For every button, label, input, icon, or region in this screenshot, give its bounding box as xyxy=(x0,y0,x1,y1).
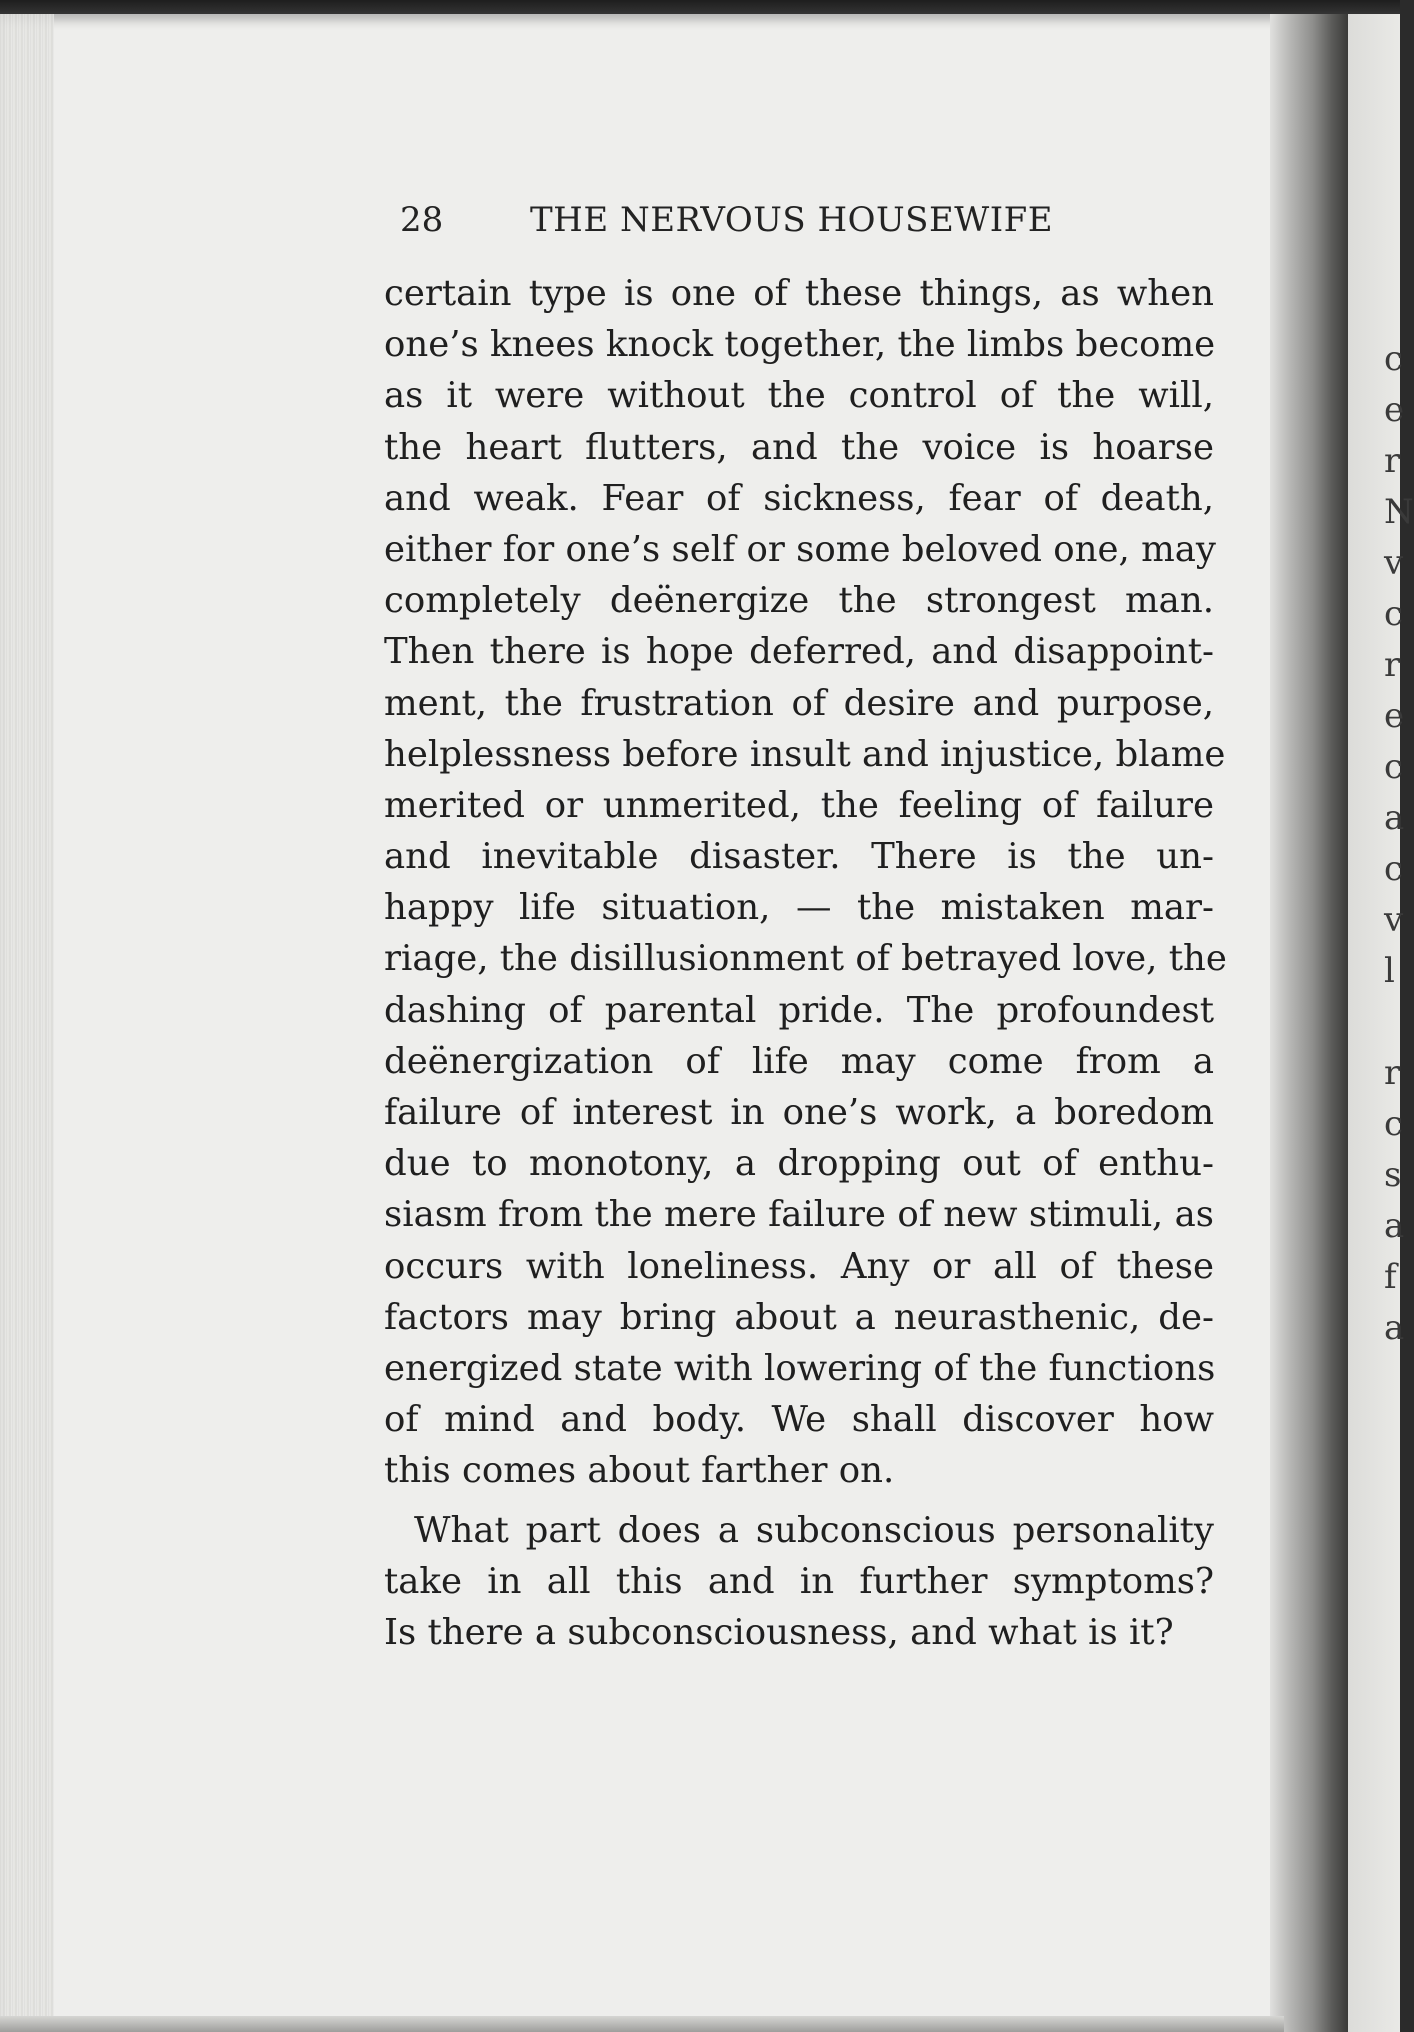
text-line: What part does a subconscious personality xyxy=(414,1509,1214,1551)
text-line: and weak. Fear of sickness, fear of death, xyxy=(384,477,1214,519)
text-line: due to monotony, a dropping out of enthu- xyxy=(384,1143,1214,1185)
next-page-letter: N xyxy=(1384,492,1414,532)
next-page-letter: c xyxy=(1384,849,1404,889)
text-line: failure of interest in one’s work, a boredom xyxy=(384,1092,1214,1133)
next-page-letter: a xyxy=(1384,1206,1405,1246)
next-page-letter: r xyxy=(1384,1053,1401,1093)
text-line: energized state with lowering of the functions xyxy=(384,1347,1216,1389)
text-line: take in all this and in further symptoms? xyxy=(384,1560,1214,1602)
text-line: riage, the disillusionment of betrayed love, the xyxy=(384,938,1227,980)
next-page-letter: v xyxy=(1384,543,1404,583)
next-page-letter: a xyxy=(1384,798,1405,838)
text-line: occurs with loneliness. Any or all of these xyxy=(384,1245,1214,1287)
next-page-letter: e xyxy=(1384,390,1405,430)
text-line: siasm from the mere failure of new stimuli, as xyxy=(384,1194,1214,1236)
text-line: as it were without the control of the will, xyxy=(384,375,1214,417)
paragraph-1 xyxy=(384,268,1227,1497)
text-line: Is there a subconsciousness, and what is it? xyxy=(384,1611,1174,1653)
next-page-letter: c xyxy=(1384,1104,1404,1144)
body-text xyxy=(384,268,1227,1658)
next-page-letter xyxy=(1384,997,1400,1048)
next-page-letter: c xyxy=(1384,594,1404,634)
text-line: happy life situation, — the mistaken mar- xyxy=(384,887,1214,929)
text-line: this comes about farther on. xyxy=(384,1450,895,1492)
next-page-letter: r xyxy=(1384,441,1401,481)
page-edges xyxy=(0,14,54,2032)
book-gutter-shadow xyxy=(1270,14,1348,2032)
next-page-letters xyxy=(1384,334,1414,1354)
next-page-letter: a xyxy=(1384,1308,1405,1348)
text-line: the heart flutters, and the voice is hoarse xyxy=(384,426,1214,468)
text-line: deënergization of life may come from a xyxy=(384,1040,1214,1082)
scan-bottom-edge xyxy=(0,2016,1284,2032)
text-line: merited or unmerited, the feeling of failure xyxy=(384,784,1214,826)
paragraph-2 xyxy=(384,1505,1214,1659)
text-line: and inevitable disaster. There is the un- xyxy=(384,836,1214,878)
text-line: dashing of parental pride. The profoundest xyxy=(384,989,1214,1031)
text-line: Then there is hope deferred, and disappoint- xyxy=(384,631,1214,673)
next-page-letter: l xyxy=(1384,951,1395,991)
next-page-letter: v xyxy=(1384,900,1404,940)
text-line: of mind and body. We shall discover how xyxy=(384,1399,1214,1441)
page-number: 28 xyxy=(400,200,444,240)
next-page-letter: s xyxy=(1384,1155,1402,1195)
next-page-letter: c xyxy=(1384,747,1404,787)
running-header xyxy=(400,194,1220,250)
text-line: completely deënergize the strongest man. xyxy=(384,580,1214,622)
next-page-letter: e xyxy=(1384,696,1405,736)
text-line: factors may bring about a neurasthenic, de- xyxy=(384,1296,1214,1338)
next-page-letter: f xyxy=(1384,1257,1397,1297)
next-page-letter: r xyxy=(1384,645,1401,685)
text-line: one’s knees knock together, the limbs become xyxy=(384,324,1216,366)
text-line: helplessness before insult and injustice, blame xyxy=(384,733,1226,775)
next-page-letter: c xyxy=(1384,339,1404,379)
text-line: either for one’s self or some beloved one, may xyxy=(384,528,1216,570)
text-line: ment, the frustration of desire and purpose, xyxy=(384,682,1214,724)
book-title: THE NERVOUS HOUSEWIFE xyxy=(530,200,1054,240)
text-line: certain type is one of these things, as when xyxy=(384,273,1214,314)
